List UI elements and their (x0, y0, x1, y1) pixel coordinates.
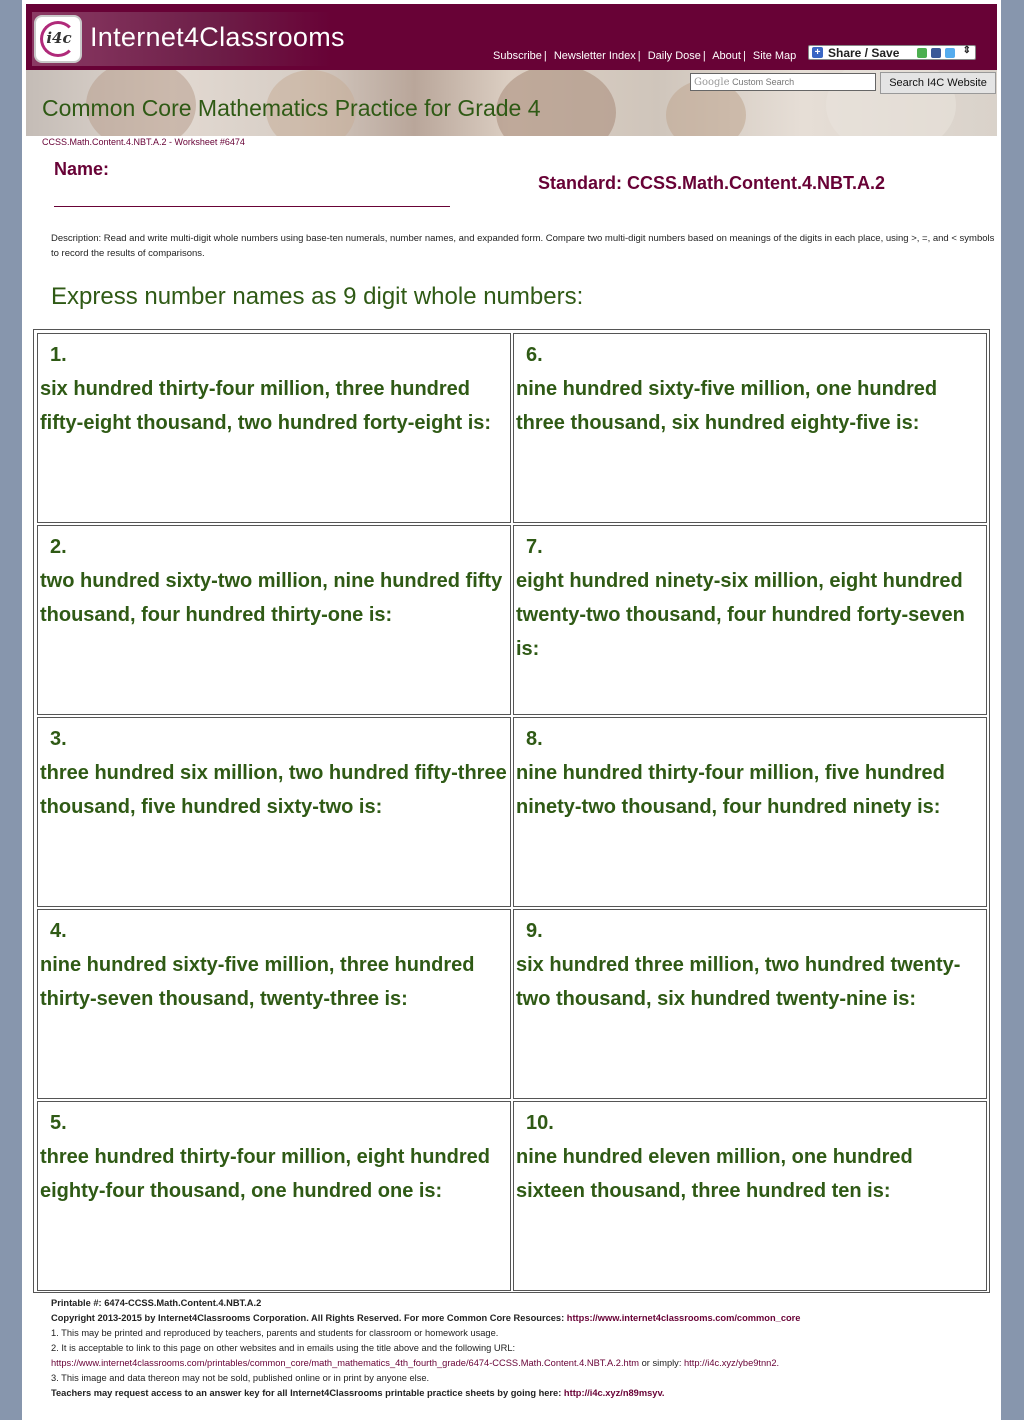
problem-number: 2. (50, 536, 67, 558)
search-button[interactable]: Search I4C Website (880, 72, 996, 94)
problem-text: eight hundred ninety-six million, eight hundred twenty-two thousand, four hundred forty-seven is: (516, 570, 965, 660)
problem-text: three hundred six million, two hundred fifty-three thousand, five hundred sixty-two is: (40, 762, 507, 818)
standard-label: Standard: CCSS.Math.Content.4.NBT.A.2 (538, 173, 886, 193)
nav-newsletter-index[interactable]: Newsletter Index (553, 50, 636, 62)
problem-cell (513, 909, 987, 1099)
problem-number: 6. (526, 344, 543, 366)
nav-daily-dose[interactable]: Daily Dose (647, 50, 701, 62)
note-2: 2. It is acceptable to link to this page on other websites and in emails using the title above and the following URL: (51, 1343, 516, 1353)
copyright: Copyright 2013-2015 by Internet4Classrooms Corporation. All Rights Reserved. For more Common Core Resources: (51, 1313, 565, 1323)
note-1: 1. This may be printed and reproduced by teachers, parents and students for classroom or homework usage. (51, 1328, 499, 1338)
share-label: Share / Save (828, 46, 900, 60)
problem-cell (513, 1101, 987, 1291)
note-3: 3. This image and data thereon may not be sold, published online or in print by anyone else. (51, 1373, 430, 1383)
problem-text: nine hundred thirty-four million, five hundred ninety-two thousand, four hundred ninety is: (516, 762, 945, 818)
name-line (54, 206, 450, 207)
email-share-icon (917, 48, 927, 58)
top-nav: Subscribe | Newsletter Index | Daily Dose | About | Site Map (493, 50, 797, 62)
problem-text: six hundred thirty-four million, three hundred fifty-eight thousand, two hundred forty-eight is: (40, 378, 492, 434)
problem-text: nine hundred eleven million, one hundred sixteen thousand, three hundred ten is: (516, 1146, 913, 1202)
problem-grid (33, 329, 990, 1293)
footer (51, 1296, 991, 1401)
problem-text: nine hundred sixty-five million, one hundred three thousand, six hundred eighty-five is: (516, 378, 938, 434)
problem-text: two hundred sixty-two million, nine hundred fifty thousand, four hundred thirty-one is: (40, 570, 503, 626)
problem-number: 10. (526, 1112, 554, 1134)
share-save-button[interactable] (808, 45, 976, 60)
facebook-icon (931, 48, 941, 58)
logo-text: Internet4Classrooms (90, 22, 345, 52)
problem-number: 8. (526, 728, 543, 750)
google-brand: Google (694, 77, 730, 88)
i4c-logo-icon (34, 15, 82, 63)
worksheet-url-link[interactable]: https://www.internet4classrooms.com/printables/common_core/math_mathematics_4th_fourth_grade/6474-CCSS.Math.Content.4.NBT.A.2.htm (51, 1358, 640, 1368)
problem-cell (37, 909, 511, 1099)
problem-number: 1. (50, 344, 67, 366)
plus-icon: + (812, 47, 823, 58)
site-header (26, 4, 997, 70)
short-url-link[interactable]: http://i4c.xyz/ybe9tnn2. (684, 1358, 780, 1368)
printable-number: Printable #: 6474-CCSS.Math.Content.4.NBT.A.2 (51, 1298, 262, 1308)
logo-badge-text: i4c (46, 29, 72, 47)
problem-cell (513, 333, 987, 523)
problem-number: 7. (526, 536, 543, 558)
breadcrumb: CCSS.Math.Content.4.NBT.A.2 - Worksheet #6474 (42, 137, 245, 147)
problem-number: 9. (526, 920, 543, 942)
site-logo[interactable] (32, 12, 345, 66)
problem-text: nine hundred sixty-five million, three hundred thirty-seven thousand, twenty-three is: (40, 954, 475, 1010)
description: Description: Read and write multi-digit whole numbers using base-ten numerals, number names, and expanded form. Compare two multi-digit numbers based on meanings of the digits in each place, using >, =, and < symbols to record the results of comparisons. (51, 233, 995, 259)
problem-cell (37, 717, 511, 907)
problem-cell (37, 333, 511, 523)
common-core-link[interactable]: https://www.internet4classrooms.com/common_core (566, 1313, 801, 1323)
problem-number: 4. (50, 920, 67, 942)
problem-text: three hundred thirty-four million, eight hundred eighty-four thousand, one hundred one is: (40, 1146, 490, 1202)
problem-number: 5. (50, 1112, 67, 1134)
dropdown-arrows-icon: ⇕ (962, 45, 971, 56)
name-label: Name: (54, 159, 110, 179)
note-2-or: or simply: (641, 1358, 682, 1368)
twitter-icon (945, 48, 955, 58)
problem-cell (513, 717, 987, 907)
problem-number: 3. (50, 728, 67, 750)
nav-subscribe[interactable]: Subscribe (493, 50, 542, 62)
problem-cell (513, 525, 987, 715)
answer-key-link[interactable]: http://i4c.xyz/n89msyv. (563, 1388, 665, 1398)
page-title: Common Core Mathematics Practice for Grade 4 (42, 95, 541, 121)
problem-cell (37, 1101, 511, 1291)
search-placeholder: Custom Search (732, 77, 795, 87)
nav-site-map[interactable]: Site Map (752, 50, 797, 62)
answer-key-text: Teachers may request access to an answer key for all Internet4Classrooms printable practice sheets by going here: (51, 1388, 562, 1398)
custom-search-input[interactable] (690, 73, 876, 91)
instructions: Express number names as 9 digit whole numbers: (51, 283, 584, 310)
nav-about[interactable]: About (712, 50, 741, 62)
problem-cell (37, 525, 511, 715)
problem-text: six hundred three million, two hundred twenty-two thousand, six hundred twenty-nine is: (516, 954, 961, 1010)
